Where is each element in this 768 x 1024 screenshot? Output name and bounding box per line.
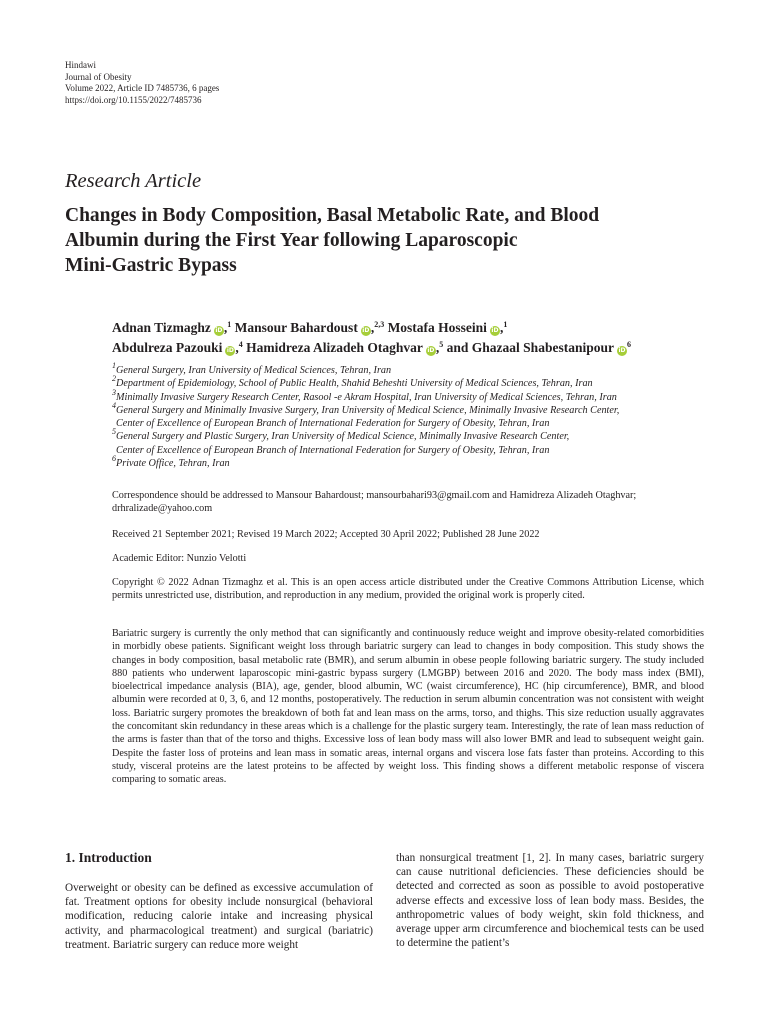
title-line-1: Changes in Body Composition, Basal Metabolic Rate, and Blood (65, 205, 600, 226)
orcid-icon[interactable]: iD (362, 327, 370, 334)
affiliation-item: $^2$Department of Epidemiology, School of Public Health, Shahid Beheshti University of Medical Sciences, Tehran, Iran (112, 374, 593, 390)
title-line-3: Mini-Gastric Bypass (65, 255, 237, 276)
author-name: Hamidreza Alizadeh Otaghvar (246, 340, 423, 355)
orcid-icon[interactable]: iD (215, 327, 223, 334)
orcid-icon[interactable]: iD (427, 347, 435, 354)
author-list (112, 318, 732, 358)
affiliation-list (112, 361, 732, 470)
author-affiliation-ref: 5 (439, 340, 444, 349)
correspondence: Correspondence should be addressed to Mansour Bahardoust; mansourbahari93@gmail.com and Hamidreza Alizadeh Otaghvar; drhralizade@yahoo.com (112, 490, 637, 515)
author-line-1: Adnan Tizmaghz iD,$^1$ Mansour Bahardoust iD,$^{2,3}$ Mostafa Hosseini iD,$^1$ (112, 320, 508, 335)
author-name: Mansour Bahardoust (234, 320, 358, 335)
author-affiliation-ref: 2,3 (374, 320, 385, 329)
author-name: Mostafa Hosseini (387, 320, 487, 335)
orcid-icon[interactable]: iD (491, 327, 499, 334)
doi-link[interactable]: https://doi.org/10.1155/2022/7485736 (65, 94, 202, 105)
author-name: Adnan Tizmaghz (112, 320, 211, 335)
author-affiliation-ref: 1 (227, 320, 232, 329)
article-title (65, 203, 725, 278)
author-affiliation-ref: 4 (238, 340, 243, 349)
article-type: Research Article (65, 170, 202, 192)
author-line-2: Abdulreza Pazouki iD,$^4$ Hamidreza Alizadeh Otaghvar iD,$^5$ and Ghazaal Shabestanipour $iD^6$ (112, 340, 631, 355)
publisher-name: Hindawi (65, 60, 96, 70)
author-affiliation-ref: 1 (503, 320, 508, 329)
author-name: Ghazaal Shabestanipour (471, 340, 614, 355)
affiliation-item: $^3$Minimally Invasive Surgery Research Center, Rasool -e Akram Hospital, Iran University of Medical Sciences, Tehran, Iran (112, 387, 617, 403)
section-heading-introduction: 1. Introduction (65, 850, 152, 865)
affiliation-item: $^6$Private Office, Tehran, Iran (112, 454, 230, 470)
copyright-notice: Copyright © 2022 Adnan Tizmaghz et al. This is an open access article distributed under the Creative Commons Attribution License, which permits unrestricted use, distribution, and reproduction in any medium, provided the original work is properly cited. (112, 577, 704, 602)
orcid-icon[interactable]: iD (226, 347, 234, 354)
title-line-2: Albumin during the First Year following Laparoscopic (65, 230, 518, 251)
affiliation-item: $^1$General Surgery, Iran University of Medical Sciences, Tehran, Iran (112, 361, 392, 376)
affiliation-item: $^4$General Surgery and Minimally Invasive Surgery, Iran University of Medical Science, Minimally Invasive Research Center, (112, 400, 620, 416)
academic-editor: Academic Editor: Nunzio Velotti (112, 553, 247, 564)
affiliation-item: $^5$General Surgery and Plastic Surgery, Iran University of Medical Science, Minimally Invasive Research Center, (112, 427, 570, 443)
publication-dates: Received 21 September 2021; Revised 19 March 2022; Accepted 30 April 2022; Published 28 June 2022 (112, 529, 540, 540)
author-name: Abdulreza Pazouki (112, 340, 223, 355)
body-column-left: Overweight or obesity can be defined as excessive accumulation of fat. Treatment options for obesity include nonsurgical (behavioral modification, reducing calorie intake and increasing physical activity, and pharmacological treatment) and surgical (bariatric) treatment. Bariatric surgery can reduce more weight (65, 882, 373, 951)
journal-volume: Volume 2022, Article ID 7485736, 6 pages (65, 83, 220, 93)
author-affiliation-ref: 6 (626, 340, 631, 349)
journal-name: Journal of Obesity (65, 71, 132, 82)
affiliation-continuation: Center of Excellence of European Branch of International Federation for Surgery of Obesity, Tehran, Iran (116, 444, 550, 456)
body-column-right: than nonsurgical treatment [1, 2]. In many cases, bariatric surgery can cause nutritional deficiencies. These deficiencies should be detected and corrected as soon as possible to avoid postoperative adverse effects and excessive loss of lean body mass. Besides, the anthropometric values of body weight, skin fold thickness, and average upper arm circumference and biochemical tests can be used to determine the patient’s (396, 852, 704, 950)
abstract: Bariatric surgery is currently the only method that can significantly and continuously reduce weight and improve obesity-related comorbidities in morbidly obese patients. Significant weight loss through bariatric surgery can lead to changes in body composition. This study shows the changes in body composition, basal metabolic rate (BMR), and serum albumin in obese people following bariatric surgery. The study included 880 patients who underwent laparoscopic mini-gastric bypass surgery (LMGBP) between 2016 and 2020. The body mass index (BMI), bioelectrical impedance analysis (BIA), age, gender, blood albumin, WC (waist circumference), HC (hip circumference), BMR, and blood albumin were recorded at 0, 3, 6, and 12 months, postoperatively. The reduction in serum albumin concentration was not consistent with weight loss. Bariatric surgery promotes the breakdown of both fat and lean mass on the arms, torso, and thighs. This size reduction usually aggravates the concomitant skin redundancy in these areas which is a challenge for the plastic surgery team. Interestingly, the rate of lean mass reduction of the arms is faster than that of the torso and thighs. Excessive loss of lean body mass will also lower BMR and lead to subsequent weight gain. Despite the faster loss of proteins and lean mass in somatic areas, internal organs and viscera lose fats faster than proteins. According to this study, visceral proteins are the latest proteins to be affected by weight loss. This finding shows a different metabolic response of viscera comparing to somatic areas. (112, 628, 704, 786)
journal-header (65, 60, 219, 106)
orcid-icon[interactable]: iD (618, 347, 626, 354)
affiliation-continuation: Center of Excellence of European Branch of International Federation for Surgery of Obesity, Tehran, Iran (116, 418, 550, 430)
